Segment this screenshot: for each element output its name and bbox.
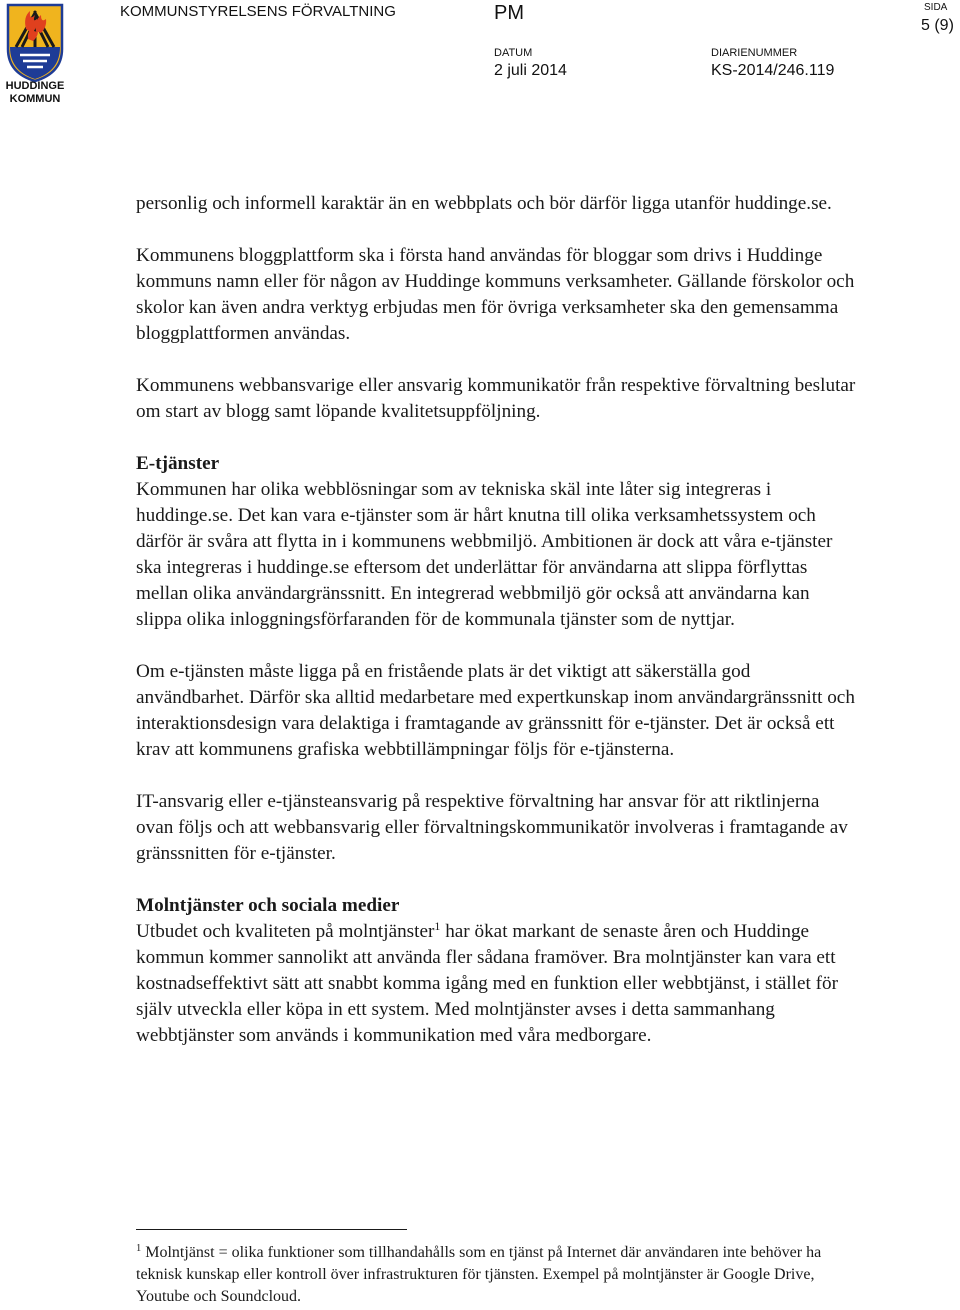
paragraph: personlig och informell karaktär än en webbplats och bör därför ligga utanför huddinge.se.	[136, 193, 832, 214]
paragraph-text: har ökat markant de senaste åren och Huddinge kommun kommer sannolikt att använda fler sådana framöver. Bra molntjänster kan vara ett kostnadseffektivt sätt att snabbt komma igång med en funktion eller webbtjänst, i stället för själv utveckla eller köpa in ett system. Med molntjänster avses i detta sammanhang webbtjänster som används i kommunikation med våra medborgare.	[136, 921, 838, 1046]
document-type: PM	[494, 2, 524, 24]
organization-name: KOMMUNSTYRELSENS FÖRVALTNING	[120, 3, 396, 20]
page-label: SIDA	[924, 2, 948, 13]
footnote-marker: 1	[136, 1243, 142, 1254]
date-label: DATUM	[494, 47, 533, 59]
paragraph: Kommunens bloggplattform ska i första hand användas för bloggar som drivs i Huddinge kommuns namn eller för någon av Huddinge kommuns verksamheter. Gällande förskolor och skolor kan även andra verktyg erbjudas men för övriga verksamheter ska den gemensamma bloggplattformen användas.	[136, 245, 855, 344]
section-heading: Molntjänster och sociala medier	[136, 895, 400, 916]
footnote-reference: 1	[434, 919, 441, 933]
paragraph: Kommunen har olika webblösningar som av tekniska skäl inte låter sig integreras i huddinge.se. Det kan vara e-tjänster som är hårt knutna till olika verksamhetssystem och därför är svåra att flytta in i kommunens webbmiljö. Ambitionen är dock att våra e-tjänster ska integreras i huddinge.se eftersom det underlättar för användarna att slippa förflyttas mellan olika användargränssnitt. En integrerad webbmiljö gör också att användarna kan slippa olika inloggningsförfaranden för de kommunala tjänster som de nyttjar.	[136, 479, 833, 630]
huddinge-coat-of-arms-icon	[6, 3, 64, 83]
paragraph: Om e-tjänsten måste ligga på en fristående plats är det viktigt att säkerställa god användbarhet. Därför ska alltid medarbetare med expertkunskap inom användargränssnitt och interaktionsdesign vara delaktiga i framtagande av gränssnitt för e-tjänster. Det är också ett krav att kommunens grafiska webbtillämpningar följs för e-tjänsterna.	[136, 661, 855, 760]
logo-wordmark: HUDDINGE KOMMUN	[5, 80, 65, 105]
paragraph: IT-ansvarig eller e-tjänsteansvarig på respektive förvaltning har ansvar för att riktlinjerna ovan följs och att webbansvarig eller förvaltningskommunikatör involveras i framtagande av gränssnitten för e-tjänster.	[136, 791, 848, 864]
reference-number: KS-2014/246.119	[711, 62, 835, 79]
document-body	[136, 191, 856, 1049]
paragraph-text: Utbudet och kvaliteten på molntjänster	[136, 921, 435, 942]
footnote-text: Molntjänst = olika funktioner som tillhandahålls som en tjänst på Internet där användaren inte behöver ha teknisk kunskap eller kontroll över infrastrukturen för tjänsten. Exempel på molntjänster är Google Drive, Youtube och Soundcloud.	[136, 1244, 822, 1305]
date-value: 2 juli 2014	[494, 62, 567, 79]
footnote	[136, 1242, 856, 1308]
footnote-divider	[136, 1229, 407, 1230]
reference-label: DIARIENUMMER	[711, 47, 798, 59]
page-number: 5 (9)	[921, 17, 954, 34]
paragraph: Kommunens webbansvarige eller ansvarig kommunikatör från respektive förvaltning beslutar om start av blogg samt löpande kvalitetsuppföljning.	[136, 375, 856, 422]
paragraph	[136, 919, 856, 1049]
section-heading: E-tjänster	[136, 453, 220, 474]
